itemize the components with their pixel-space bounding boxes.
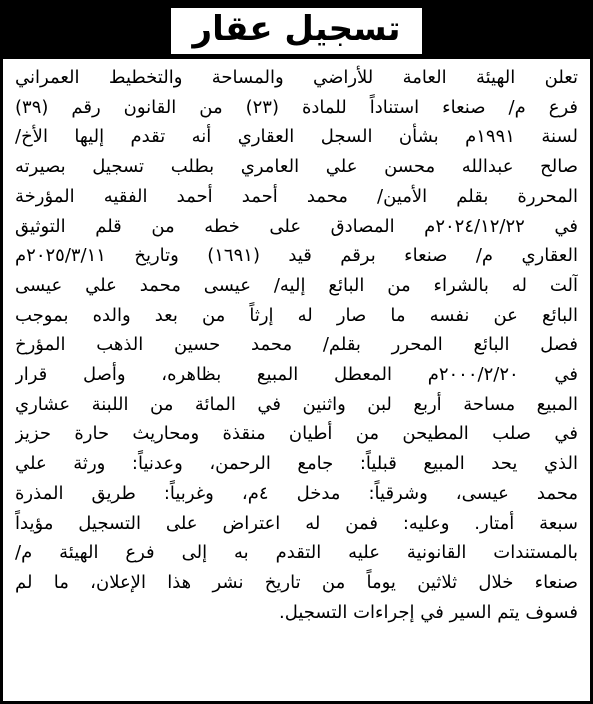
- body-line: فصل البائع المحرر بقلم/ محمد حسين الذهب المؤرخ: [15, 334, 578, 356]
- body-line: الذي يحد المبيع قبلياً: جامع الرحمن، وعدنياً: ورثة علي: [15, 453, 578, 475]
- notice-body: [15, 63, 578, 627]
- body-line: في ٢٠٠٠/٢/٢٠م المعطل المبيع بظاهره، وأصل قرار: [15, 364, 578, 386]
- body-line: العقاري م/ صنعاء برقم قيد (١٦٩١) وتاريخ ٢٠٢٥/٣/١١م: [15, 245, 578, 267]
- body-line: لسنة ١٩٩١م بشأن السجل العقاري أنه تقدم إليها الأخ/: [15, 126, 578, 148]
- body-line: فرع م/ صنعاء استناداً للمادة (٢٣) من القانون رقم (٣٩): [15, 96, 578, 118]
- body-line: المبيع مساحة أربع لبن واثنين في المائة من اللبنة عشاري: [15, 393, 578, 415]
- notice-title: تسجيل عقار: [169, 6, 425, 56]
- body-line: فسوف يتم السير في إجراءات التسجيل.: [278, 601, 578, 623]
- body-line: محمد عيسى، وشرقياً: مدخل ٤م، وغربياً: طريق المذرة: [15, 482, 578, 504]
- body-line: المحررة بقلم الأمين/ محمد أحمد أحمد الفقيه المؤرخة: [15, 185, 578, 207]
- body-line: البائع عن نفسه ما صار له إرثاً من بعد والده بموجب: [15, 304, 578, 326]
- body-line: سبعة أمتار. وعليه: فمن له اعتراض على التسجيل مؤيداً: [15, 512, 578, 534]
- body-line: آلت له بالشراء من البائع إليه/ عيسى محمد علي عيسى: [15, 274, 578, 296]
- title-bar: [3, 3, 590, 59]
- body-line: صنعاء خلال ثلاثين يوماً من تاريخ نشر هذا الإعلان، ما لم: [15, 571, 578, 593]
- body-line: في صلب المطيحن من أطيان منقذة ومحاريث حارة حزيز: [15, 423, 578, 445]
- body-line: بالمستندات القانونية عليه التقدم به إلى فرع الهيئة م/: [15, 542, 578, 564]
- body-line: صالح عبدالله محسن علي العامري بطلب تسجيل بصيرته: [15, 156, 578, 178]
- body-line: تعلن الهيئة العامة للأراضي والمساحة والتخطيط العمراني: [15, 67, 578, 88]
- body-line: في ٢٠٢٤/١٢/٢٢م المصادق على خطه من قلم التوثيق: [15, 215, 578, 237]
